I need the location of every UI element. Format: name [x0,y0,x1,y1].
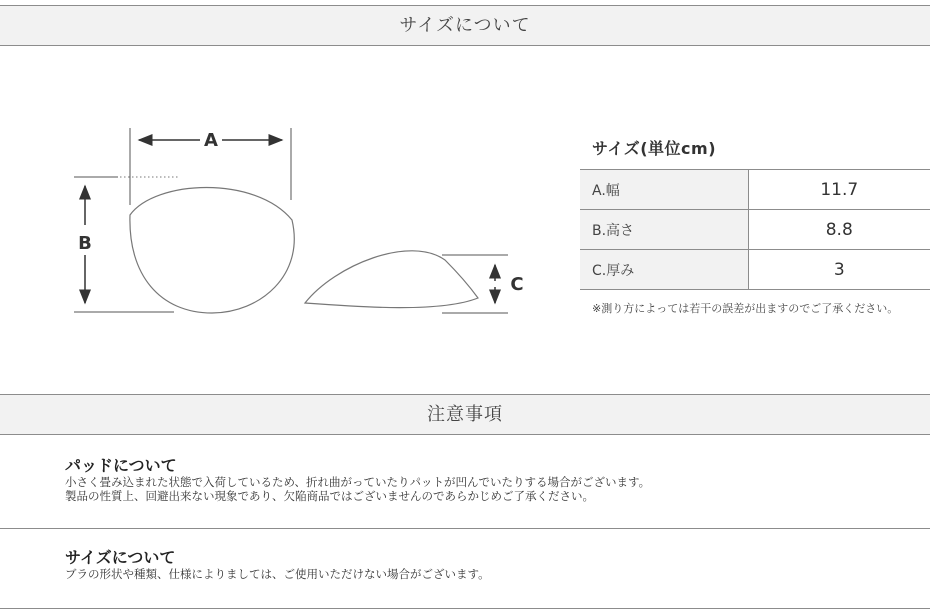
pad-note-section [65,457,650,503]
label-b: B [78,233,92,254]
table-row [580,170,930,210]
row-label: A.幅 [580,170,748,210]
size-table-block [580,136,930,316]
pad-side-shape [305,251,478,308]
size-note-title: サイズについて [65,548,176,567]
notes-section-header: 注意事項 [0,394,930,435]
section-divider [0,608,930,609]
pad-note-line: 製品の性質上、回避出来ない現象であり、欠陥商品ではございませんのであらかじめご了承ください。 [65,489,594,503]
row-value: 3 [748,250,930,290]
table-row [580,250,930,290]
pad-front-shape [130,188,294,314]
measurement-note: ※測り方によっては若干の誤差が出ますのでご了承ください。 [592,302,899,315]
pad-size-diagram [60,115,530,325]
size-note-line: ブラの形状や種類、仕様によりましては、ご使用いただけない場合がございます。 [65,567,490,581]
row-label: C.厚み [580,250,748,290]
size-section-header: サイズについて [0,5,930,46]
size-table [580,169,930,290]
pad-note-line: 小さく畳み込まれた状態で入荷しているため、折れ曲がっていたりパットが凹んでいたりする場合がございます。 [65,475,651,489]
pad-note-title: パッドについて [65,456,177,475]
label-a: A [204,130,218,151]
size-note-section [65,549,490,581]
size-table-title: サイズ(単位cm) [592,139,717,158]
table-row [580,210,930,250]
row-label: B.高さ [580,210,748,250]
row-value: 8.8 [748,210,930,250]
row-value: 11.7 [748,170,930,210]
label-c: C [510,274,524,295]
section-divider [0,528,930,529]
